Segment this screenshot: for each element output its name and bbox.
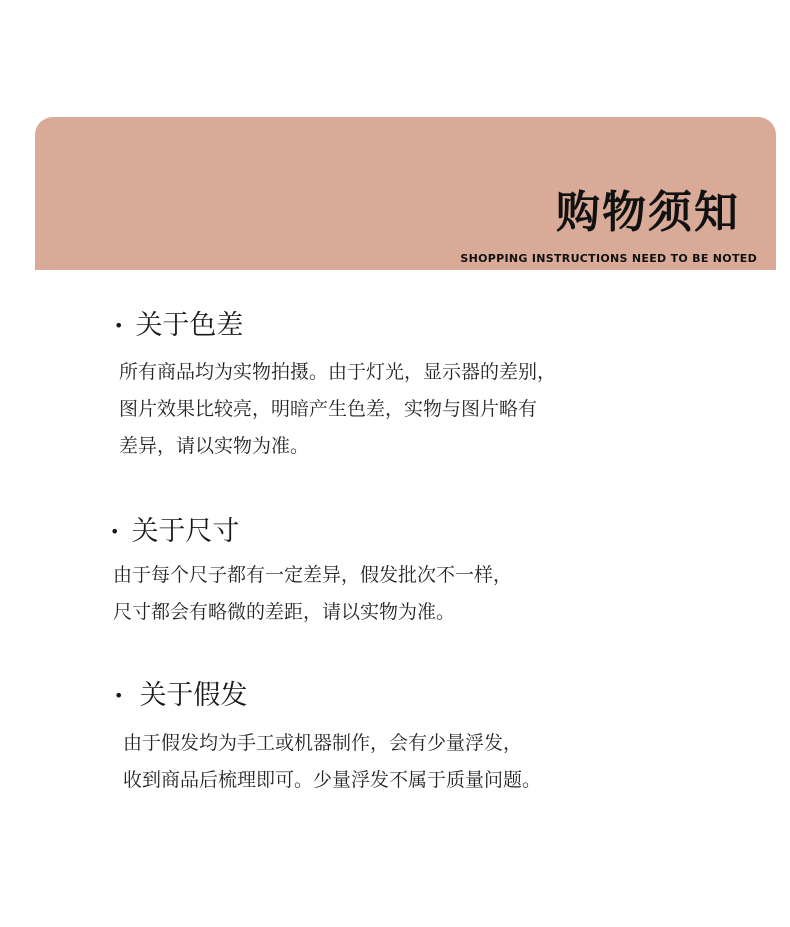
section-heading [114,312,556,339]
section-size [110,518,512,631]
section-paragraph [110,557,512,631]
bullet-dot-icon: • [114,685,124,705]
paragraph-line: 差异，请以实物为准。 [119,435,310,457]
bullet-dot-icon: • [114,315,124,335]
paragraph-line: 尺寸都会有略微的差距，请以实物为准。 [113,601,456,623]
paragraph-line: 由于每个尺子都有一定差异，假发批次不一样， [113,564,513,586]
section-heading-text: 关于色差 [135,310,244,341]
section-heading [114,682,541,709]
paragraph-line: 所有商品均为实物拍摄。由于灯光，显示器的差别， [119,361,557,383]
section-heading [110,518,512,545]
section-paragraph [114,725,541,799]
paragraph-line: 收到商品后梳理即可。少量浮发不属于质量问题。 [123,769,542,791]
paragraph-line: 由于假发均为手工或机器制作，会有少量浮发， [123,732,523,754]
paragraph-line: 图片效果比较亮，明暗产生色差，实物与图片略有 [119,398,538,420]
banner-subtitle: SHOPPING INSTRUCTIONS NEED TO BE NOTED [460,252,757,265]
shopping-notice-banner [35,117,776,270]
bullet-dot-icon: • [110,521,120,541]
section-color-difference [114,312,556,465]
section-wig [114,682,541,799]
section-paragraph [114,354,556,465]
section-heading-text: 关于假发 [139,680,248,711]
banner-title: 购物须知 [556,187,740,238]
section-heading-text: 关于尺寸 [131,516,240,547]
